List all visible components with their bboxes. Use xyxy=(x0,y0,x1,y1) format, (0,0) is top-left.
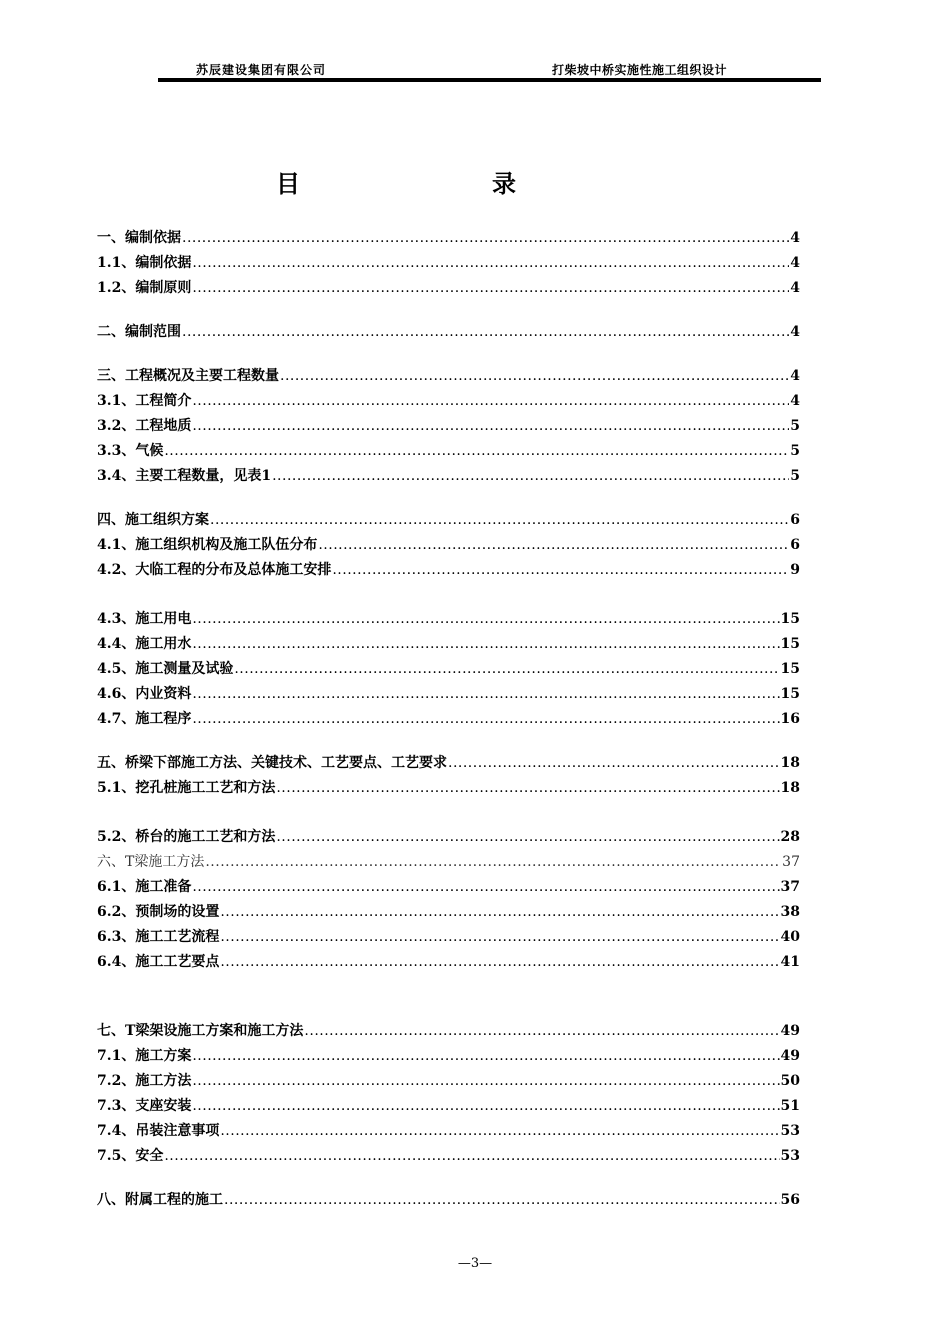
toc-entry[interactable] xyxy=(97,751,800,771)
toc-leader-dots xyxy=(234,661,779,677)
toc-entry-label: 6.2、预制场的设置 xyxy=(97,904,220,920)
toc-entry-label: 4.4、施工用水 xyxy=(97,636,192,652)
toc-entry-label: 4.5、施工测量及试验 xyxy=(97,661,234,677)
toc-leader-dots xyxy=(205,854,781,870)
toc-entry-page: 4 xyxy=(790,230,800,246)
header-company: 苏辰建设集团有限公司 xyxy=(196,63,327,77)
toc-entry[interactable] xyxy=(97,1188,800,1208)
toc-entry[interactable] xyxy=(97,682,800,702)
toc-entry[interactable] xyxy=(97,875,800,895)
toc-entry-label: 7.1、施工方案 xyxy=(97,1048,192,1064)
toc-leader-dots xyxy=(192,1073,779,1089)
toc-entry-label: 6.3、施工工艺流程 xyxy=(97,929,220,945)
toc-leader-dots xyxy=(210,512,789,528)
toc-entry-label: 7.3、支座安装 xyxy=(97,1098,192,1114)
toc-entry-page: 15 xyxy=(780,611,800,627)
toc-entry[interactable] xyxy=(97,508,800,528)
toc-entry-label: 4.1、施工组织机构及施工队伍分布 xyxy=(97,537,318,553)
toc-entry-page: 28 xyxy=(780,829,800,845)
toc-leader-dots xyxy=(192,879,779,895)
toc-entry-page: 53 xyxy=(780,1123,800,1139)
toc-leader-dots xyxy=(182,324,789,340)
toc-leader-dots xyxy=(272,468,789,484)
toc-entry[interactable] xyxy=(97,1019,800,1039)
toc-entry[interactable] xyxy=(97,533,800,553)
toc-entry-page: 56 xyxy=(780,1192,800,1208)
toc-entry[interactable] xyxy=(97,364,800,384)
toc-entry[interactable] xyxy=(97,226,800,246)
toc-title-char-2: 录 xyxy=(492,169,516,198)
toc-leader-dots xyxy=(164,443,789,459)
toc-entry-label: 5.2、桥台的施工工艺和方法 xyxy=(97,829,276,845)
toc-entry[interactable] xyxy=(97,439,800,459)
toc-entry[interactable] xyxy=(97,607,800,627)
toc-entry-page: 18 xyxy=(780,755,800,771)
toc-entry[interactable] xyxy=(97,657,800,677)
toc-entry-page: 41 xyxy=(780,954,800,970)
toc-leader-dots xyxy=(192,711,779,727)
toc-entry-label: 7.4、吊装注意事项 xyxy=(97,1123,220,1139)
toc-entry-label: 4.7、施工程序 xyxy=(97,711,192,727)
toc-leader-dots xyxy=(304,1023,779,1039)
toc-entry[interactable] xyxy=(97,707,800,727)
toc-entry-page: 50 xyxy=(780,1073,800,1089)
toc-entry-label: 三、工程概况及主要工程数量 xyxy=(97,368,279,384)
toc-entry-label: 3.1、工程简介 xyxy=(97,393,192,409)
toc-leader-dots xyxy=(332,562,789,578)
toc-entry-label: 4.2、大临工程的分布及总体施工安排 xyxy=(97,562,332,578)
toc-entry-page: 4 xyxy=(790,280,800,296)
toc-entry[interactable] xyxy=(97,389,800,409)
toc-entry-page: 4 xyxy=(790,255,800,271)
toc-leader-dots xyxy=(220,904,779,920)
toc-entry[interactable] xyxy=(97,1144,800,1164)
toc-entry-page: 5 xyxy=(790,418,800,434)
toc-entry-label: 6.4、施工工艺要点 xyxy=(97,954,220,970)
toc-entry[interactable] xyxy=(97,414,800,434)
toc-leader-dots xyxy=(220,954,779,970)
toc-entry-page: 4 xyxy=(790,368,800,384)
toc-leader-dots xyxy=(192,280,789,296)
toc-leader-dots xyxy=(276,829,779,845)
toc-entry-page: 51 xyxy=(780,1098,800,1114)
toc-leader-dots xyxy=(192,418,789,434)
toc-entry-page: 49 xyxy=(780,1023,800,1039)
toc-entry-page: 6 xyxy=(790,537,800,553)
toc-entry-page: 15 xyxy=(780,661,800,677)
toc-entry[interactable] xyxy=(97,825,800,845)
toc-entry-page: 37 xyxy=(782,854,800,870)
toc-entry-label: 7.2、施工方法 xyxy=(97,1073,192,1089)
toc-entry-page: 16 xyxy=(780,711,800,727)
toc-leader-dots xyxy=(192,1098,779,1114)
toc-leader-dots xyxy=(192,611,779,627)
toc-leader-dots xyxy=(318,537,789,553)
toc-entry-label: 五、桥梁下部施工方法、关键技术、工艺要点、工艺要求 xyxy=(97,755,447,771)
toc-leader-dots xyxy=(192,255,789,271)
toc-entry-label: 3.4、主要工程数量，见表1 xyxy=(97,468,272,484)
toc-leader-dots xyxy=(220,1123,779,1139)
toc-entry-page: 15 xyxy=(780,686,800,702)
header-document-title: 打柴坡中桥实施性施工组织设计 xyxy=(552,63,728,77)
toc-entry[interactable] xyxy=(97,950,800,970)
toc-entry[interactable] xyxy=(97,632,800,652)
toc-entry-page: 18 xyxy=(780,780,800,796)
toc-entry-page: 38 xyxy=(780,904,800,920)
toc-entry-label: 3.3、气候 xyxy=(97,443,164,459)
toc-entry-page: 15 xyxy=(780,636,800,652)
toc-leader-dots xyxy=(220,929,779,945)
toc-entry[interactable] xyxy=(97,558,800,578)
toc-leader-dots xyxy=(192,636,779,652)
toc-entry[interactable] xyxy=(97,251,800,271)
toc-entry-label: 二、编制范围 xyxy=(97,324,181,340)
toc-entry[interactable] xyxy=(97,464,800,484)
toc-entry-page: 5 xyxy=(790,443,800,459)
toc-entry-label: 1.2、编制原则 xyxy=(97,280,192,296)
page-number: —3— xyxy=(457,1256,493,1271)
toc-entry-page: 5 xyxy=(790,468,800,484)
toc-entry-page: 6 xyxy=(790,512,800,528)
toc-entry[interactable] xyxy=(97,320,800,340)
toc-leader-dots xyxy=(192,686,779,702)
toc-leader-dots xyxy=(224,1192,780,1208)
toc-entry-page: 9 xyxy=(790,562,800,578)
toc-entry-page: 37 xyxy=(780,879,800,895)
toc-entry[interactable] xyxy=(97,900,800,920)
toc-entry-label: 3.2、工程地质 xyxy=(97,418,192,434)
toc-entry[interactable] xyxy=(97,276,800,296)
toc-entry-label: 八、附属工程的施工 xyxy=(97,1192,223,1208)
toc-entry-label: 4.6、内业资料 xyxy=(97,686,192,702)
toc-entry-page: 40 xyxy=(780,929,800,945)
toc-entry-label: 1.1、编制依据 xyxy=(97,255,192,271)
toc-entry[interactable] xyxy=(97,1119,800,1139)
toc-entry-label: 6.1、施工准备 xyxy=(97,879,192,895)
toc-entry-label: 5.1、挖孔桩施工工艺和方法 xyxy=(97,780,276,796)
toc-entry[interactable] xyxy=(97,850,800,870)
toc-entry[interactable] xyxy=(97,925,800,945)
toc-entry[interactable] xyxy=(97,1069,800,1089)
toc-entry-label: 7.5、安全 xyxy=(97,1148,164,1164)
toc-entry[interactable] xyxy=(97,1044,800,1064)
toc-entry-label: 4.3、施工用电 xyxy=(97,611,192,627)
toc-entry-label: 四、施工组织方案 xyxy=(97,512,209,528)
toc-entry[interactable] xyxy=(97,776,800,796)
toc-leader-dots xyxy=(448,755,780,771)
toc-entry-label: 一、编制依据 xyxy=(97,230,181,246)
toc-leader-dots xyxy=(192,1048,779,1064)
toc-leader-dots xyxy=(182,230,789,246)
toc-title-char-1: 目 xyxy=(276,169,300,198)
toc-entry-label: 六、T梁施工方法 xyxy=(97,854,205,870)
toc-leader-dots xyxy=(192,393,789,409)
toc-leader-dots xyxy=(164,1148,779,1164)
toc-entry-page: 53 xyxy=(780,1148,800,1164)
toc-entry-label: 七、T梁架设施工方案和施工方法 xyxy=(97,1023,304,1039)
toc-entry-page: 4 xyxy=(790,393,800,409)
toc-entry-page: 49 xyxy=(780,1048,800,1064)
toc-leader-dots xyxy=(276,780,779,796)
toc-leader-dots xyxy=(280,368,789,384)
toc-entry[interactable] xyxy=(97,1094,800,1114)
toc-entry-page: 4 xyxy=(790,324,800,340)
